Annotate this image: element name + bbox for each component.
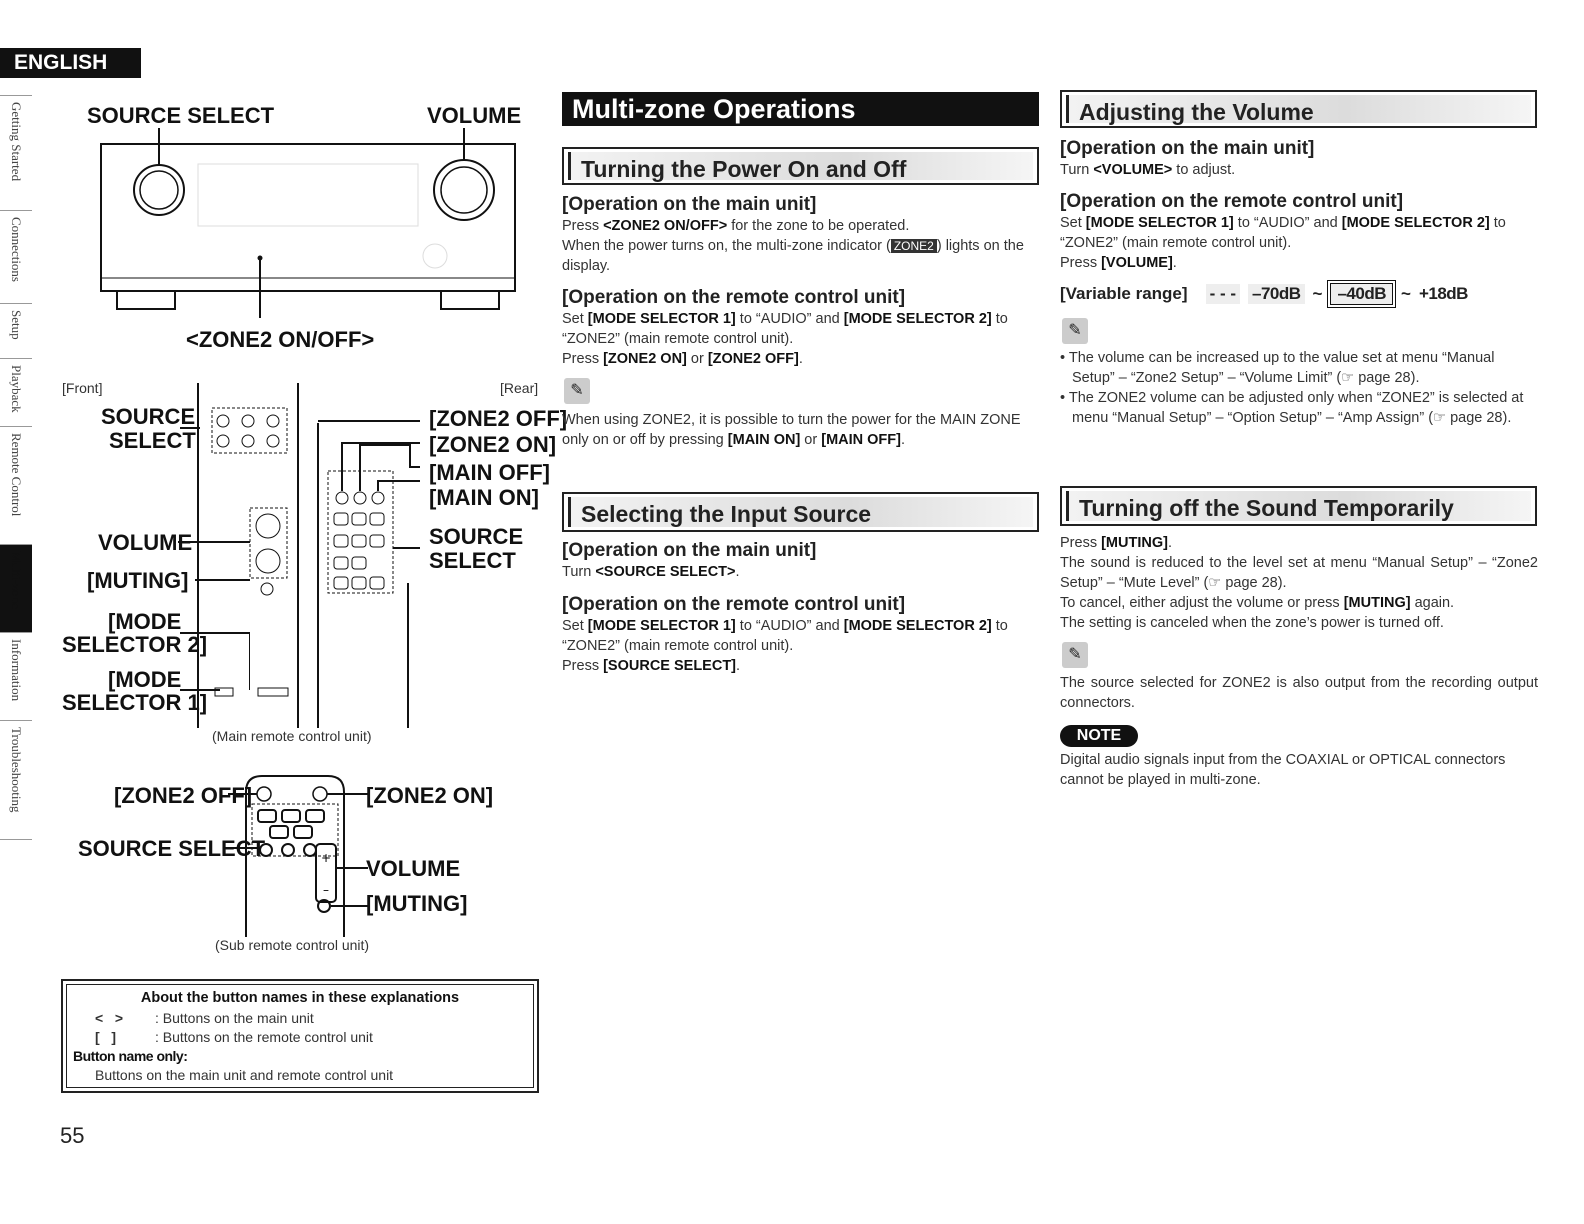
note2-text: Digital audio signals input from the COAXIAL or OPTICAL connectors cannot be played in multi-zone. xyxy=(1060,752,1506,788)
label-right-zone2-on: [ZONE2 ON] xyxy=(429,432,557,457)
power-main-text: Press <ZONE2 ON/OFF> for the zone to be operated. When the power turns on, the multi-zone indicator ( ZONE2 ) lights on the display. xyxy=(562,218,1024,274)
mute-heading-box xyxy=(1060,486,1537,526)
mute-heading: Turning off the Sound Temporarily xyxy=(1066,491,1531,521)
label-left-volume: VOLUME xyxy=(98,530,193,555)
label-rear: [Rear] xyxy=(500,380,539,396)
power-remote-text: Set [MODE SELECTOR 1] to “AUDIO” and [MODE SELECTOR 2] to “ZONE2” (main remote control unit). Press [ZONE2 ON] or [ZONE2 OFF]. xyxy=(562,311,1008,367)
label-left-source: SOURCE xyxy=(101,404,196,429)
side-nav-information[interactable]: Information xyxy=(0,632,32,720)
label-left-selector-1: SELECTOR 1] xyxy=(62,690,208,715)
label-sub-muting: [MUTING] xyxy=(366,891,468,916)
range-max: +18dB xyxy=(1418,284,1468,303)
mute-text: Press [MUTING]. The sound is reduced to the level set at menu “Manual Setup” – “Zone2 Setup” – “Mute Level” (☞ page 28). To cancel, either adjust the volume or press [MUTING] again. The setting is canceled when the zone’s power is turned off. xyxy=(1060,535,1538,631)
button-names-title: About the button names in these explanations xyxy=(140,990,460,1006)
volume-bullet-1: • The volume can be increased up to the value set at menu “Manual Setup” – “Zone2 Setup” – “Volume Limit” (☞ page 28). xyxy=(1060,350,1495,386)
input-main-op: [Operation on the main unit] xyxy=(562,540,817,561)
svg-text:–: – xyxy=(323,883,329,897)
label-sub-zone2-off: [ZONE2 OFF] xyxy=(114,783,253,808)
desc-remote-unit: : Buttons on the remote control unit xyxy=(155,1029,373,1045)
input-main-text: Turn <SOURCE SELECT>. xyxy=(562,564,740,580)
desc-main-unit: : Buttons on the main unit xyxy=(155,1010,314,1026)
side-nav-remote-control[interactable]: Remote Control xyxy=(0,426,32,544)
range-sep-2: ~ xyxy=(1401,284,1411,303)
label-left-selector-2: SELECTOR 2] xyxy=(62,632,208,657)
side-nav-multi-zone[interactable]: Multi-zone xyxy=(0,544,32,632)
label-left-mode-1: [MODE xyxy=(108,609,182,634)
side-nav-playback[interactable]: Playback xyxy=(0,358,32,426)
label-source-select: SOURCE SELECT xyxy=(87,103,275,128)
label-left-select: SELECT xyxy=(109,428,196,453)
volume-bullets xyxy=(1060,348,1538,428)
volume-heading-box xyxy=(1060,90,1537,128)
volume-remote-op: [Operation on the remote control unit] xyxy=(1060,191,1404,212)
language-tab: ENGLISH xyxy=(0,48,141,78)
page-number: 55 xyxy=(60,1123,85,1148)
main-remote-caption: (Main remote control unit) xyxy=(212,728,372,744)
pencil-icon: ✎ xyxy=(564,378,590,404)
label-left-muting: [MUTING] xyxy=(87,568,189,593)
label-left-mode-2: [MODE xyxy=(108,667,182,692)
input-remote-op: [Operation on the remote control unit] xyxy=(562,594,906,615)
power-remote-op: [Operation on the remote control unit] xyxy=(562,287,906,308)
zone2-indicator: ZONE2 xyxy=(891,239,937,253)
range-dashes: - - - xyxy=(1206,284,1240,304)
main-unit-illustration xyxy=(95,128,525,318)
side-nav-connections[interactable]: Connections xyxy=(0,210,32,303)
side-nav-getting-started[interactable]: Getting Started xyxy=(0,95,32,210)
power-main-op: [Operation on the main unit] xyxy=(562,194,817,215)
label-volume: VOLUME xyxy=(427,103,522,128)
note-badge: NOTE xyxy=(1060,725,1138,747)
section-title: Multi-zone Operations xyxy=(562,92,1039,126)
pencil-icon: ✎ xyxy=(1062,318,1088,344)
sym-remote-unit: [ ] xyxy=(95,1029,116,1045)
input-heading-box xyxy=(562,492,1039,532)
label-sub-source-select: SOURCE SELECT xyxy=(78,836,266,861)
volume-main-op: [Operation on the main unit] xyxy=(1060,138,1315,159)
sub-remote-caption: (Sub remote control unit) xyxy=(215,937,370,953)
button-names-box xyxy=(61,979,539,1093)
variable-range-row xyxy=(1060,280,1468,308)
label-right-zone2-off: [ZONE2 OFF] xyxy=(429,406,568,431)
left-leader-lines xyxy=(170,400,250,710)
power-heading-box xyxy=(562,147,1039,185)
button-name-only-desc: Buttons on the main unit and remote control unit xyxy=(95,1067,394,1083)
label-right-main-on: [MAIN ON] xyxy=(429,485,539,510)
label-sub-volume: VOLUME xyxy=(366,856,461,881)
range-sep-1: ~ xyxy=(1312,284,1323,303)
volume-bullet-2: • The ZONE2 volume can be adjusted only when “ZONE2” is selected at menu “Manual Setup” – “Option Setup” – “Amp Assign” (☞ page 28). xyxy=(1060,390,1524,426)
pencil-icon: ✎ xyxy=(1062,642,1088,668)
power-note: When using ZONE2, it is possible to turn the power for the MAIN ZONE only on or off by pressing [MAIN ON] or [MAIN OFF]. xyxy=(562,412,1021,448)
volume-main-text: Turn <VOLUME> to adjust. xyxy=(1060,162,1236,178)
label-front: [Front] xyxy=(62,380,103,396)
range-min: –70dB xyxy=(1248,284,1305,304)
input-remote-text: Set [MODE SELECTOR 1] to “AUDIO” and [MODE SELECTOR 2] to “ZONE2” (main remote control unit). Press [SOURCE SELECT]. xyxy=(562,618,1008,674)
button-name-only-head: Button name only: xyxy=(73,1048,188,1064)
range-default: –40dB xyxy=(1330,283,1393,305)
volume-remote-text: Set [MODE SELECTOR 1] to “AUDIO” and [MODE SELECTOR 2] to “ZONE2” (main remote control unit). Press [VOLUME]. xyxy=(1060,215,1506,271)
label-right-select: SELECT xyxy=(429,548,516,573)
side-nav-troubleshooting[interactable]: Troubleshooting xyxy=(0,720,32,840)
range-label: [Variable range] xyxy=(1060,284,1188,303)
mute-note-text: The source selected for ZONE2 is also output from the recording output connectors. xyxy=(1060,675,1538,711)
volume-heading: Adjusting the Volume xyxy=(1066,95,1531,123)
svg-text:+: + xyxy=(320,851,332,865)
power-heading: Turning the Power On and Off xyxy=(568,152,1033,180)
input-heading: Selecting the Input Source xyxy=(568,497,1033,527)
sym-main-unit: < > xyxy=(95,1010,124,1026)
label-right-main-off: [MAIN OFF] xyxy=(429,460,550,485)
label-zone2-onoff: <ZONE2 ON/OFF> xyxy=(186,327,375,352)
label-right-source: SOURCE xyxy=(429,524,524,549)
side-nav-setup[interactable]: Setup xyxy=(0,303,32,358)
label-sub-zone2-on: [ZONE2 ON] xyxy=(366,783,494,808)
